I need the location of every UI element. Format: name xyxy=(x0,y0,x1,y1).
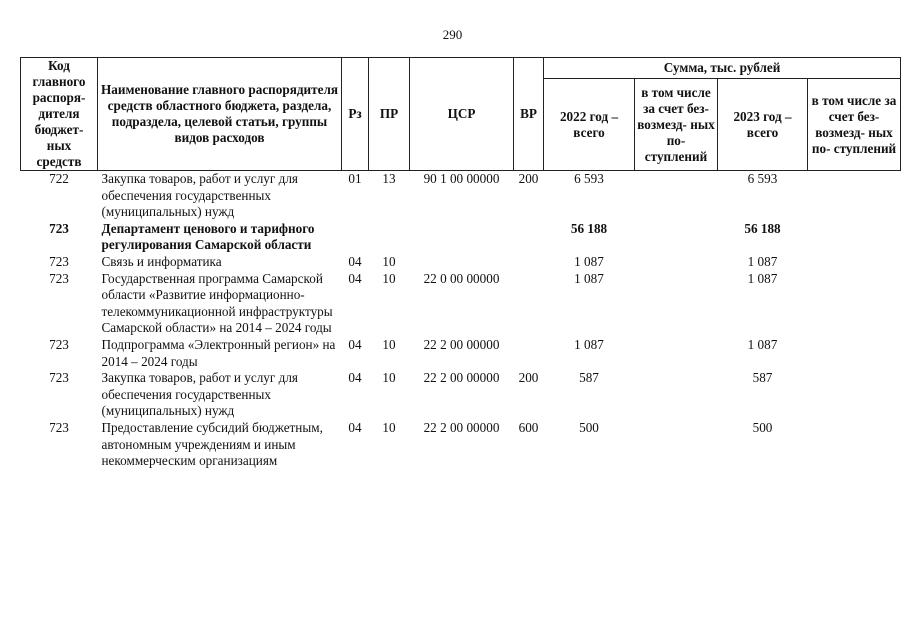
cell-2022-total: 500 xyxy=(579,419,599,435)
cell-vr: 200 xyxy=(518,171,539,186)
cell-2022-total: 6 593 xyxy=(574,171,604,186)
cell-2023-total: 1 087 xyxy=(747,270,778,286)
cell-name: Связь и информатика xyxy=(101,253,222,269)
cell-rz: 01 xyxy=(348,171,362,186)
cell-code: 723 xyxy=(49,370,69,386)
header-pr: ПР xyxy=(369,58,410,171)
table-row xyxy=(21,254,901,271)
cell-rz: 04 xyxy=(348,270,362,286)
page-number: 290 xyxy=(442,27,463,42)
cell-2022-free xyxy=(635,370,718,420)
cell-name: Государственная программа Самарской области «Развитие информационно-телекоммуникационной инфраструктуры Самарской области» на 2014 – 2024 годы xyxy=(101,270,333,336)
table-header xyxy=(21,58,901,171)
cell-pr: 10 xyxy=(382,419,396,435)
cell-csr: 22 2 00 00000 xyxy=(423,336,500,352)
table-row xyxy=(21,337,901,370)
cell-csr: 90 1 00 00000 xyxy=(423,171,500,186)
cell-name: Закупка товаров, работ и услуг для обеспечения государственных (муниципальных) нужд xyxy=(101,171,298,220)
cell-2023-total: 587 xyxy=(752,370,773,386)
cell-code: 722 xyxy=(49,171,69,186)
header-sum-group: Сумма, тыс. рублей xyxy=(544,58,901,79)
cell-name: Закупка товаров, работ и услуг для обеспечения государственных (муниципальных) нужд xyxy=(101,370,298,419)
cell-vr: 200 xyxy=(518,370,539,386)
cell-2023-total: 56 188 xyxy=(744,220,781,236)
cell-name: Предоставление субсидий бюджетным, автономным учреждениям и иным некоммерческим организациям xyxy=(101,419,323,469)
cell-2022-total: 1 087 xyxy=(574,270,604,286)
cell-vr xyxy=(514,254,544,271)
cell-vr xyxy=(514,271,544,337)
cell-2023-free xyxy=(808,370,901,420)
cell-rz: 04 xyxy=(348,336,362,352)
table-row xyxy=(21,271,901,337)
cell-2022-total: 56 188 xyxy=(570,220,608,236)
header-name: Наименование главного распорядителя средств областного бюджета, раздела, подраздела, целевой статьи, группы видов расходов xyxy=(98,58,342,171)
cell-csr: 22 0 00 00000 xyxy=(423,270,500,286)
cell-2022-free xyxy=(635,337,718,370)
cell-2022-free xyxy=(635,171,718,221)
table-row xyxy=(21,221,901,254)
cell-code: 723 xyxy=(49,419,69,435)
cell-code: 723 xyxy=(49,220,69,236)
table-row xyxy=(21,420,901,470)
cell-2022-total: 1 087 xyxy=(574,336,604,352)
cell-2023-free xyxy=(808,337,901,370)
cell-csr: 22 2 00 00000 xyxy=(423,419,500,435)
cell-2023-free xyxy=(808,271,901,337)
cell-pr: 10 xyxy=(382,270,396,286)
cell-pr: 13 xyxy=(382,171,396,186)
cell-name: Департамент ценового и тарифного регулирования Самарской области xyxy=(101,220,315,253)
header-code: Код главного распоря- дителя бюджет- ных средств xyxy=(21,58,98,171)
header-rz: Рз xyxy=(342,58,369,171)
cell-code: 723 xyxy=(49,270,69,286)
cell-code: 723 xyxy=(49,336,69,352)
cell-2023-free xyxy=(808,171,901,221)
cell-rz xyxy=(342,221,369,254)
cell-csr xyxy=(410,254,514,271)
cell-2023-total: 1 087 xyxy=(747,253,778,269)
table-row xyxy=(21,171,901,221)
budget-table xyxy=(20,57,901,470)
cell-2022-total: 587 xyxy=(579,370,599,386)
cell-pr: 10 xyxy=(382,253,396,269)
cell-2023-free xyxy=(808,254,901,271)
cell-code: 723 xyxy=(49,253,69,269)
cell-2023-free xyxy=(808,420,901,470)
cell-2023-total: 1 087 xyxy=(747,336,778,352)
header-csr: ЦСР xyxy=(410,58,514,171)
cell-vr xyxy=(514,337,544,370)
table-row xyxy=(21,370,901,420)
cell-2023-total: 6 593 xyxy=(747,171,778,186)
cell-vr xyxy=(514,221,544,254)
header-2022-total: 2022 год – всего xyxy=(544,79,635,171)
cell-2022-free xyxy=(635,254,718,271)
cell-name: Подпрограмма «Электронный регион» на 2014 – 2024 годы xyxy=(101,336,336,369)
cell-rz: 04 xyxy=(348,419,362,435)
header-2023-total: 2023 год – всего xyxy=(718,79,808,171)
cell-rz: 04 xyxy=(348,253,362,269)
header-2023-free: в том числе за счет без- возмезд- ных по- ступлений xyxy=(808,79,901,171)
cell-2022-free xyxy=(635,221,718,254)
cell-vr: 600 xyxy=(518,419,539,435)
header-vr: ВР xyxy=(514,58,544,171)
cell-2022-free xyxy=(635,420,718,470)
cell-pr xyxy=(369,221,410,254)
header-2022-free: в том числе за счет без- возмезд- ных по- ступлений xyxy=(635,79,718,171)
cell-pr: 10 xyxy=(382,336,396,352)
cell-csr xyxy=(410,221,514,254)
cell-2022-total: 1 087 xyxy=(574,253,604,269)
cell-2023-free xyxy=(808,221,901,254)
cell-2022-free xyxy=(635,271,718,337)
cell-csr: 22 2 00 00000 xyxy=(423,370,500,386)
cell-2023-total: 500 xyxy=(752,419,773,435)
cell-rz: 04 xyxy=(348,370,362,386)
cell-pr: 10 xyxy=(382,370,396,386)
table-body xyxy=(21,171,901,470)
